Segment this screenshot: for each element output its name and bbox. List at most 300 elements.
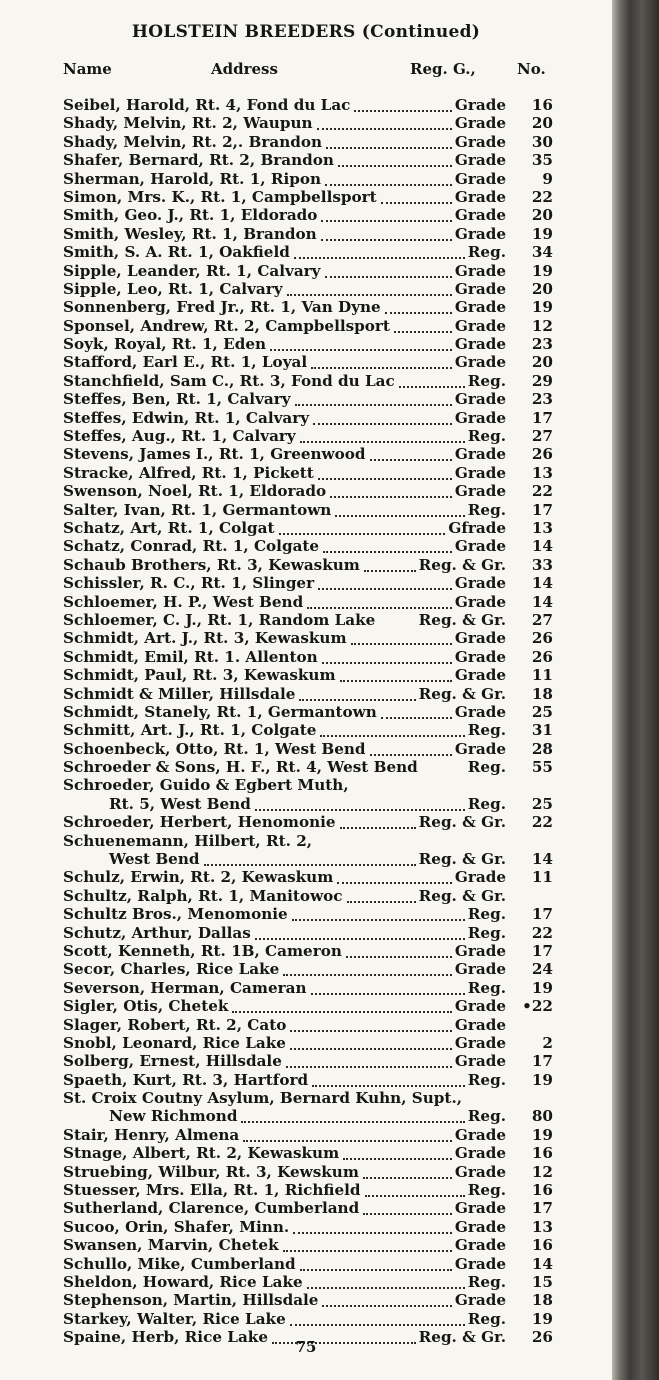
list-item	[63, 1089, 553, 1107]
entry-registration: Grade	[454, 279, 506, 298]
dot-leader	[365, 1194, 465, 1197]
list-item	[63, 501, 553, 519]
entry-count: 20	[531, 206, 553, 225]
entry-name-address: Schloemer, H. P., West Bend	[63, 592, 304, 611]
entry-name-address: Schissler, R. C., Rt. 1, Slinger	[63, 574, 315, 593]
dot-leader	[283, 1249, 452, 1252]
header-name: Name	[63, 60, 112, 78]
list-item	[63, 887, 553, 905]
entry-count: 31	[531, 721, 553, 740]
dot-leader	[363, 1212, 452, 1215]
entry-name-address: Schmitt, Art. J., Rt. 1, Colgate	[63, 721, 317, 740]
dot-leader	[312, 1084, 465, 1087]
list-item	[63, 832, 553, 850]
entry-name-address: Simon, Mrs. K., Rt. 1, Campbellsport	[63, 187, 377, 206]
entry-count: 26	[531, 629, 553, 648]
list-item	[63, 1052, 553, 1070]
entry-registration: Grade	[454, 941, 506, 960]
entry-name-address: Swansen, Marvin, Chetek	[63, 1236, 279, 1255]
entry-count: 23	[531, 335, 553, 354]
dot-leader	[363, 1176, 452, 1179]
entry-count: 26	[531, 647, 553, 666]
entry-count: 27	[531, 427, 553, 446]
list-item	[63, 298, 553, 316]
header-reg: Reg. G.,	[410, 60, 476, 78]
entry-name-address: Schulz, Erwin, Rt. 2, Kewaskum	[63, 868, 334, 887]
dot-leader	[313, 422, 452, 425]
entry-name-address: Severson, Herman, Cameran	[63, 978, 307, 997]
dot-leader	[232, 1010, 451, 1013]
list-item	[63, 372, 553, 390]
entry-count: 20	[531, 279, 553, 298]
dot-leader	[300, 440, 465, 443]
dot-leader	[340, 826, 416, 829]
list-item	[63, 1255, 553, 1273]
entry-registration: Reg. & Gr.	[418, 813, 506, 832]
entry-registration: Grade	[454, 224, 506, 243]
entry-name-address: New Richmond	[109, 1107, 238, 1126]
list-item	[63, 427, 553, 445]
dot-leader	[290, 1047, 452, 1050]
entry-count: 19	[531, 261, 553, 280]
list-item	[63, 151, 553, 169]
dot-leader	[292, 918, 465, 921]
entry-name-address: Sponsel, Andrew, Rt. 2, Campbellsport	[63, 316, 390, 335]
entry-registration: Grade	[454, 114, 506, 133]
page-number: 75	[295, 1338, 317, 1356]
entry-name-address: Schroeder & Sons, H. F., Rt. 4, West Bend	[63, 758, 418, 777]
dot-leader	[354, 109, 451, 112]
dot-leader	[330, 495, 452, 498]
dot-leader	[321, 238, 452, 241]
entry-registration: Grade	[454, 960, 506, 979]
list-item	[63, 225, 553, 243]
entry-count: 22	[531, 923, 553, 942]
entry-count: 16	[531, 1236, 553, 1255]
list-item	[63, 1218, 553, 1236]
entry-name-address: Steffes, Ben, Rt. 1, Calvary	[63, 390, 291, 409]
entry-registration: Grade	[454, 592, 506, 611]
entry-registration: Grade	[454, 316, 506, 335]
entry-registration: Grade	[454, 463, 506, 482]
entry-count: •22	[522, 997, 553, 1016]
entry-name-address: Steffes, Edwin, Rt. 1, Calvary	[63, 408, 310, 427]
entry-registration: Reg.	[467, 427, 506, 446]
entry-name-address: Shafer, Bernard, Rt. 2, Brandon	[63, 151, 334, 170]
list-item	[63, 1016, 553, 1034]
list-item	[63, 758, 553, 776]
entry-name-address: Spaeth, Kurt, Rt. 3, Hartford	[63, 1070, 309, 1089]
entry-name-address: Sonnenberg, Fred Jr., Rt. 1, Van Dyne	[63, 298, 381, 317]
list-item	[63, 133, 553, 151]
entry-registration: Grade	[454, 445, 506, 464]
entry-name-address: Sipple, Leo, Rt. 1, Calvary	[63, 279, 283, 298]
entry-name-address: Solberg, Ernest, Hillsdale	[63, 1052, 282, 1071]
header-address: Address	[211, 60, 278, 78]
entry-registration: Reg.	[467, 1070, 506, 1089]
dot-leader	[351, 642, 452, 645]
entry-registration: Grade	[454, 408, 506, 427]
list-item	[63, 445, 553, 463]
entry-registration: Reg. & Gr.	[418, 684, 506, 703]
list-item	[63, 593, 553, 611]
list-item	[63, 96, 553, 114]
list-item	[63, 629, 553, 647]
entry-count: 11	[531, 868, 553, 887]
list-item	[63, 648, 553, 666]
entry-name-address: Shady, Melvin, Rt. 2,. Brandon	[63, 132, 323, 151]
entry-count: 55	[531, 758, 553, 777]
entry-name-address: Stair, Henry, Almena	[63, 1125, 240, 1144]
list-item	[63, 114, 553, 132]
entry-count: 17	[531, 1052, 553, 1071]
list-item	[63, 1163, 553, 1181]
entry-name-address: St. Croix Coutny Asylum, Bernard Kuhn, Supt.,	[63, 1089, 463, 1108]
list-item	[63, 1199, 553, 1217]
list-item	[63, 960, 553, 978]
list-item	[63, 1126, 553, 1144]
entry-count: 20	[531, 114, 553, 133]
dot-leader	[293, 1231, 452, 1234]
entry-count: 22	[531, 813, 553, 832]
entry-name-address: Sherman, Harold, Rt. 1, Ripon	[63, 169, 322, 188]
entry-registration: Grade	[454, 206, 506, 225]
dot-leader	[370, 753, 452, 756]
entry-registration: Reg. & Gr.	[418, 555, 506, 574]
entry-count: 27	[531, 610, 553, 629]
entry-name-address: Stevens, James I., Rt. 1, Greenwood	[63, 445, 366, 464]
entry-registration: Grade	[454, 868, 506, 887]
entry-count: 19	[531, 224, 553, 243]
entry-name-address: Struebing, Wilbur, Rt. 3, Kewskum	[63, 1162, 359, 1181]
dot-leader	[322, 661, 452, 664]
dot-leader	[299, 698, 415, 701]
dot-leader	[326, 146, 452, 149]
dot-leader	[287, 293, 452, 296]
entry-name-address: Slager, Robert, Rt. 2, Cato	[63, 1015, 287, 1034]
entry-count: 14	[531, 592, 553, 611]
entry-registration: Reg.	[467, 721, 506, 740]
list-item	[63, 390, 553, 408]
entry-name-address: Stanchfield, Sam C., Rt. 3, Fond du Lac	[63, 371, 395, 390]
entry-count: 17	[531, 500, 553, 519]
entry-registration: Grade	[454, 666, 506, 685]
entry-registration: Reg.	[467, 794, 506, 813]
entry-count: 33	[531, 555, 553, 574]
list-item	[63, 740, 553, 758]
entry-count: 23	[531, 390, 553, 409]
entry-registration: Reg.	[467, 371, 506, 390]
dot-leader	[322, 1304, 451, 1307]
entry-count: 25	[531, 794, 553, 813]
list-item	[63, 170, 553, 188]
entry-name-address: Schultz Bros., Menomonie	[63, 905, 288, 924]
dot-leader	[364, 569, 416, 572]
entry-count: 28	[531, 739, 553, 758]
list-item	[63, 979, 553, 997]
entry-count: 14	[531, 1254, 553, 1273]
entry-count: 14	[531, 574, 553, 593]
entry-count: 22	[531, 482, 553, 501]
entry-name-address: Schaub Brothers, Rt. 3, Kewaskum	[63, 555, 360, 574]
entry-registration: Reg. & Gr.	[418, 1328, 506, 1347]
dot-leader	[340, 679, 452, 682]
list-item	[63, 188, 553, 206]
entry-registration: Grade	[454, 132, 506, 151]
entry-count: 25	[531, 702, 553, 721]
list-item	[63, 795, 553, 813]
entry-registration: Reg.	[467, 923, 506, 942]
entry-name-address: Stuesser, Mrs. Ella, Rt. 1, Richfield	[63, 1181, 361, 1200]
list-item	[63, 243, 553, 261]
list-item	[63, 280, 553, 298]
entry-name-address: Stafford, Earl E., Rt. 1, Loyal	[63, 353, 308, 372]
entry-name-address: Steffes, Aug., Rt. 1, Calvary	[63, 427, 296, 446]
dot-leader	[307, 1286, 465, 1289]
list-item	[63, 482, 553, 500]
page-title: HOLSTEIN BREEDERS (Continued)	[131, 22, 481, 42]
entry-registration: Reg.	[467, 500, 506, 519]
dot-leader	[295, 403, 452, 406]
entry-registration: Grade	[454, 1125, 506, 1144]
entry-registration: Grade	[454, 1236, 506, 1255]
entry-name-address: Schmidt, Emil, Rt. 1. Allenton	[63, 647, 318, 666]
entry-count: 80	[531, 1107, 553, 1126]
entry-count: 11	[531, 666, 553, 685]
entry-registration: Grade	[454, 298, 506, 317]
list-item	[63, 1291, 553, 1309]
entry-name-address: Schroeder, Guido & Egbert Muth,	[63, 776, 349, 795]
entry-count: 17	[531, 941, 553, 960]
entry-name-address: Schatz, Conrad, Rt. 1, Colgate	[63, 537, 320, 556]
list-item	[63, 666, 553, 684]
entry-count: 18	[531, 684, 553, 703]
list-item	[63, 813, 553, 831]
entry-count: 16	[531, 1144, 553, 1163]
entry-count: 26	[531, 445, 553, 464]
dot-leader	[290, 1029, 452, 1032]
list-item	[63, 703, 553, 721]
list-item	[63, 353, 553, 371]
entry-count: 16	[531, 1181, 553, 1200]
entry-name-address: Smith, S. A. Rt. 1, Oakfield	[63, 243, 290, 262]
entry-count: 26	[531, 1328, 553, 1347]
dot-leader	[290, 1323, 465, 1326]
entry-count: 14	[531, 850, 553, 869]
dot-leader	[311, 992, 465, 995]
dot-leader	[394, 330, 452, 333]
entry-registration: Reg.	[467, 1107, 506, 1126]
list-item	[63, 464, 553, 482]
list-item	[63, 850, 553, 868]
list-item	[63, 924, 553, 942]
entry-count: 9	[542, 169, 553, 188]
entry-count: 18	[531, 1291, 553, 1310]
entry-registration: Grade	[454, 1162, 506, 1181]
entry-name-address: Schloemer, C. J., Rt. 1, Random Lake	[63, 610, 376, 629]
dot-leader	[399, 385, 465, 388]
list-item	[63, 685, 553, 703]
entry-registration: Grade	[454, 335, 506, 354]
entry-name-address: Schullo, Mike, Cumberland	[63, 1254, 296, 1273]
entry-count: 35	[531, 151, 553, 170]
entry-count: 17	[531, 905, 553, 924]
entry-registration: Reg.	[467, 1273, 506, 1291]
entry-name-address: Schmidt, Stanely, Rt. 1, Germantown	[63, 702, 377, 721]
entry-registration: Grade	[454, 151, 506, 170]
list-item	[63, 537, 553, 555]
dot-leader	[300, 1268, 452, 1271]
dot-leader	[294, 256, 465, 259]
entry-registration: Grade	[454, 629, 506, 648]
entry-name-address: Smith, Geo. J., Rt. 1, Eldorado	[63, 206, 318, 225]
entry-registration: Grade	[454, 537, 506, 556]
dot-leader	[337, 881, 452, 884]
dot-leader	[346, 955, 452, 958]
dot-leader	[323, 550, 452, 553]
list-item	[63, 1107, 553, 1125]
entry-registration: Grade	[454, 1033, 506, 1052]
entry-count: 29	[531, 371, 553, 390]
dot-leader	[311, 366, 452, 369]
entry-name-address: Schroeder, Herbert, Henomonie	[63, 813, 336, 832]
entry-registration: Reg.	[467, 1181, 506, 1200]
entry-count: 30	[531, 132, 553, 151]
dot-leader	[370, 458, 452, 461]
dot-leader	[320, 734, 464, 737]
dot-leader	[335, 514, 464, 517]
entry-name-address: Smith, Wesley, Rt. 1, Brandon	[63, 224, 317, 243]
dot-leader	[381, 716, 452, 719]
entry-registration: Grade	[454, 574, 506, 593]
entry-name-address: Schoenbeck, Otto, Rt. 1, West Bend	[63, 739, 366, 758]
entry-name-address: Schutz, Arthur, Dallas	[63, 923, 251, 942]
book-spine	[612, 0, 659, 1380]
list-item	[63, 1071, 553, 1089]
dot-leader	[241, 1120, 464, 1123]
list-item	[63, 1181, 553, 1199]
list-item	[63, 721, 553, 739]
entry-name-address: Schatz, Art, Rt. 1, Colgat	[63, 518, 275, 537]
entry-count: 24	[531, 960, 553, 979]
dot-leader	[325, 275, 452, 278]
entry-count: 13	[531, 518, 553, 537]
entry-registration: Grade	[454, 1199, 506, 1218]
breeder-list	[63, 96, 553, 1347]
entry-registration: Grade	[454, 702, 506, 721]
entry-name-address: Schmidt, Art. J., Rt. 3, Kewaskum	[63, 629, 347, 648]
entry-registration: Reg.	[467, 978, 506, 997]
entry-count: 13	[531, 463, 553, 482]
entry-count: 17	[531, 408, 553, 427]
entry-registration: Grade	[454, 739, 506, 758]
entry-count: 17	[531, 1199, 553, 1218]
entry-name-address: Swenson, Noel, Rt. 1, Eldorado	[63, 482, 327, 501]
entry-registration: Grade	[454, 96, 506, 114]
entry-count: 19	[531, 1070, 553, 1089]
list-item	[63, 262, 553, 280]
list-item	[63, 206, 553, 224]
entry-name-address: Schmidt, Paul, Rt. 3, Kewaskum	[63, 666, 336, 685]
list-item	[63, 1273, 553, 1291]
entry-registration: Reg. & Gr.	[418, 886, 506, 905]
entry-count: 14	[531, 537, 553, 556]
entry-registration: Grade	[454, 997, 506, 1016]
entry-count: 19	[531, 978, 553, 997]
entry-registration: Reg.	[467, 243, 506, 262]
list-item	[63, 519, 553, 537]
dot-leader	[307, 606, 452, 609]
entry-count: 20	[531, 353, 553, 372]
entry-name-address: Scott, Kenneth, Rt. 1B, Cameron	[63, 941, 342, 960]
entry-registration: Grade	[454, 1015, 506, 1034]
entry-name-address: West Bend	[109, 850, 200, 869]
entry-registration: Grade	[454, 1291, 506, 1310]
entry-name-address: Stephenson, Martin, Hillsdale	[63, 1291, 319, 1310]
list-item	[63, 409, 553, 427]
entry-name-address: Shady, Melvin, Rt. 2, Waupun	[63, 114, 313, 133]
list-item	[63, 1034, 553, 1052]
dot-leader	[204, 863, 416, 866]
entry-count: 19	[531, 1125, 553, 1144]
entry-name-address: Rt. 5, West Bend	[109, 794, 251, 813]
dot-leader	[385, 311, 452, 314]
list-item	[63, 574, 553, 592]
entry-registration: Grade	[454, 482, 506, 501]
list-item	[63, 1310, 553, 1328]
entry-name-address: Seibel, Harold, Rt. 4, Fond du Lac	[63, 96, 351, 114]
dot-leader	[381, 201, 452, 204]
entry-registration: Grade	[454, 261, 506, 280]
entry-registration: Reg. & Gr.	[418, 850, 506, 869]
dot-leader	[286, 1065, 452, 1068]
entry-registration: Gfrade	[448, 518, 506, 537]
dot-leader	[279, 532, 446, 535]
entry-count: 19	[531, 298, 553, 317]
dot-leader	[243, 1139, 452, 1142]
list-item	[63, 905, 553, 923]
entry-count: 2	[542, 1033, 553, 1052]
entry-count: 19	[531, 1309, 553, 1328]
entry-registration: Grade	[454, 1217, 506, 1236]
list-item	[63, 335, 553, 353]
dot-leader	[318, 477, 452, 480]
entry-count: 16	[531, 96, 553, 114]
entry-registration: Grade	[454, 169, 506, 188]
entry-name-address: Sipple, Leander, Rt. 1, Calvary	[63, 261, 321, 280]
dot-leader	[317, 127, 452, 130]
list-item	[63, 776, 553, 794]
dot-leader	[255, 808, 465, 811]
dot-leader	[318, 587, 452, 590]
list-item	[63, 1236, 553, 1254]
list-item	[63, 556, 553, 574]
entry-registration: Reg.	[467, 905, 506, 924]
entry-name-address: Schmidt & Miller, Hillsdale	[63, 684, 296, 703]
list-item	[63, 1144, 553, 1162]
entry-registration: Grade	[454, 390, 506, 409]
entry-registration: Grade	[454, 647, 506, 666]
entry-registration: Reg.	[467, 1309, 506, 1328]
entry-name-address: Secor, Charles, Rice Lake	[63, 960, 280, 979]
dot-leader	[338, 164, 452, 167]
list-item	[63, 942, 553, 960]
list-item	[63, 997, 553, 1015]
entry-registration: Grade	[454, 1052, 506, 1071]
entry-name-address: Snobl, Leonard, Rice Lake	[63, 1033, 286, 1052]
entry-registration: Grade	[454, 1254, 506, 1273]
entry-name-address: Sigler, Otis, Chetek	[63, 997, 229, 1016]
